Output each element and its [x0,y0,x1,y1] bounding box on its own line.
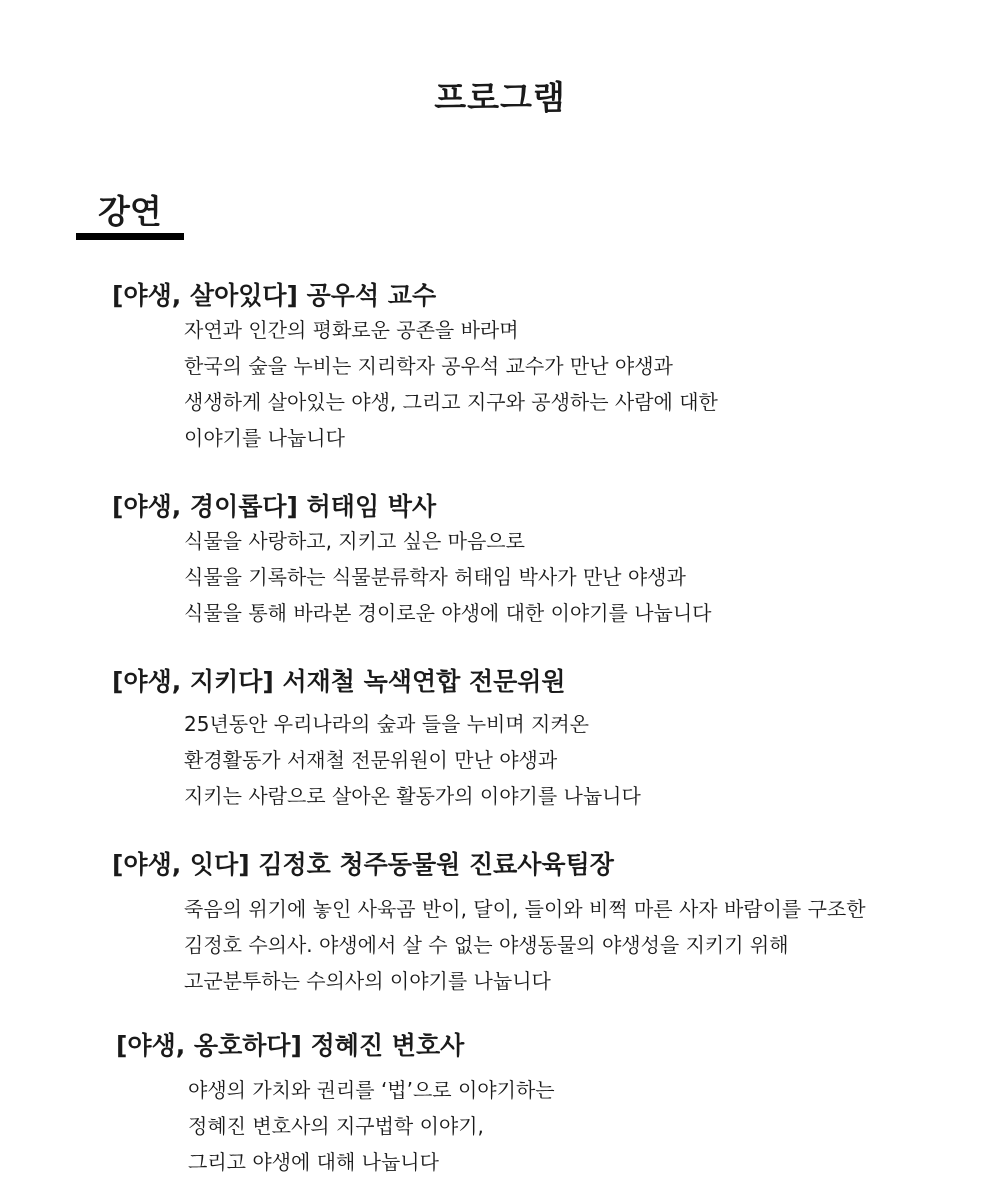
description-line: 한국의 숲을 누비는 지리학자 공우석 교수가 만난 야생과 [184,354,673,378]
description-line: 죽음의 위기에 놓인 사육곰 반이, 달이, 들이와 비쩍 마른 사자 바람이를 구조한 [184,897,866,921]
lecture-item [112,849,866,999]
lecture-title: [야생, 살아있다] 공우석 교수 [112,281,437,310]
lecture-title: [야생, 잇다] 김정호 청주동물원 진료사육팀장 [112,850,614,879]
description-line: 고군분투하는 수의사의 이야기를 나눕니다 [184,969,551,993]
description-line: 이야기를 나눕니다 [184,426,345,450]
description-line: 그리고 야생에 대해 나눕니다 [188,1150,439,1174]
lecture-title: [야생, 경이롭다] 허태임 박사 [112,492,437,521]
lecture-title: [야생, 지키다] 서재철 녹색연합 전문위원 [112,667,566,696]
description-line: 자연과 인간의 평화로운 공존을 바라며 [184,318,519,342]
lecture-item [112,491,712,631]
description-line: 식물을 기록하는 식물분류학자 허태임 박사가 만난 야생과 [184,565,686,589]
description-line: 환경활동가 서재철 전문위원이 만난 야생과 [184,748,558,772]
lecture-description [112,312,718,456]
section-underline [76,233,184,240]
lecture-title: [야생, 옹호하다] 정혜진 변호사 [116,1031,465,1060]
description-line: 정혜진 변호사의 지구법학 이야기, [188,1114,484,1138]
lecture-item [112,666,641,814]
section-title: 강연 [98,192,162,231]
lecture-item [112,280,718,456]
description-line: 지키는 사람으로 살아온 활동가의 이야기를 나눕니다 [184,784,641,808]
lecture-item [116,1030,555,1180]
lecture-description [112,523,712,631]
description-line: 25년동안 우리나라의 숲과 들을 누비며 지켜온 [184,712,589,736]
lecture-description [116,1072,555,1180]
page-title: 프로그램 [434,78,566,117]
description-line: 김정호 수의사. 야생에서 살 수 없는 야생동물의 야생성을 지키기 위해 [184,933,789,957]
description-line: 생생하게 살아있는 야생, 그리고 지구와 공생하는 사람에 대한 [184,390,718,414]
lecture-description [112,706,641,814]
description-line: 야생의 가치와 권리를 ‘법’으로 이야기하는 [188,1078,555,1102]
lecture-description [112,891,866,999]
description-line: 식물을 통해 바라본 경이로운 야생에 대한 이야기를 나눕니다 [184,601,712,625]
description-line: 식물을 사랑하고, 지키고 싶은 마음으로 [184,529,525,553]
